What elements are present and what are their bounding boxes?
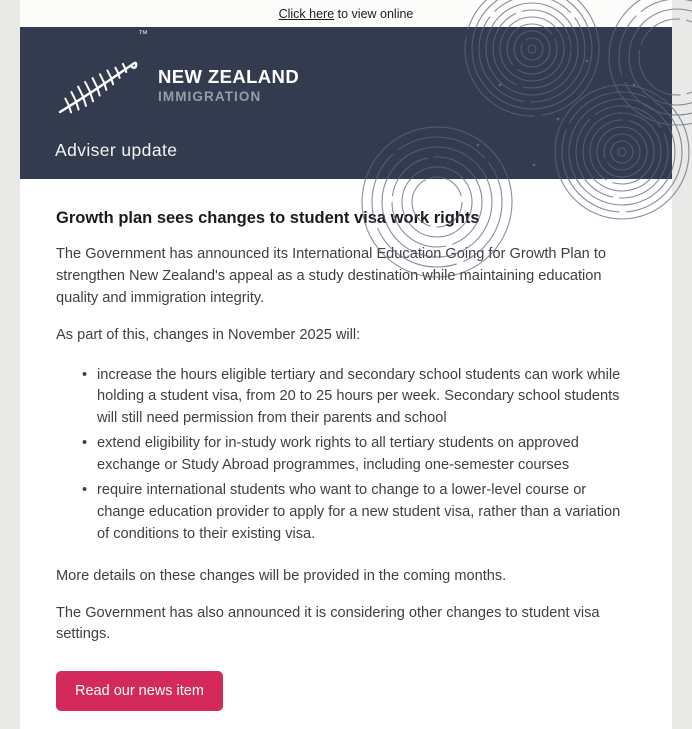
intro-paragraph: The Government has announced its International Education Going for Growth Plan to strengthen New Zealand's appeal as a study destination while maintaining education quality and immigration integrity. <box>56 246 607 306</box>
list-item: • require international students who want to change to a lower-level course or change education provider to apply for a new student visa, rather than a variation of conditions to their existing visa. <box>97 480 636 546</box>
article-body <box>20 179 672 729</box>
silver-fern-icon <box>54 29 148 117</box>
list-item: • extend eligibility for in-study work rights to all tertiary students on approved exchange or Study Abroad programmes, including one-semester courses <box>97 433 636 477</box>
changes-list <box>56 365 636 546</box>
nz-immigration-logo <box>54 29 300 117</box>
newsletter-title: Adviser update <box>55 140 178 160</box>
view-online-text: to view online <box>334 7 414 21</box>
list-item: • increase the hours eligible tertiary and secondary school students can work while holding a student visa, from 20 to 25 hours per week. Secondary school students will still need permission from their parents and school <box>97 365 636 431</box>
closing-paragraph: The Government has also announced it is considering other changes to student visa settings. <box>56 604 600 643</box>
email-card <box>20 0 672 729</box>
koru-spiral-pattern <box>382 27 672 179</box>
article-heading: Growth plan sees changes to student visa work rights <box>56 209 480 227</box>
lead-in-paragraph: As part of this, changes in November 2025 will: <box>56 326 361 343</box>
more-details-paragraph: More details on these changes will be provided in the coming months. <box>56 567 507 584</box>
trademark-symbol: ™ <box>138 29 148 40</box>
brand-text <box>158 67 299 104</box>
brand-name: NEW ZEALAND <box>158 66 300 88</box>
preheader-bar <box>20 0 672 27</box>
view-online-link[interactable]: Click here <box>278 7 335 21</box>
read-news-button[interactable]: Read our news item <box>56 671 223 711</box>
brand-subtitle: IMMIGRATION <box>158 88 262 104</box>
email-header <box>20 27 672 179</box>
